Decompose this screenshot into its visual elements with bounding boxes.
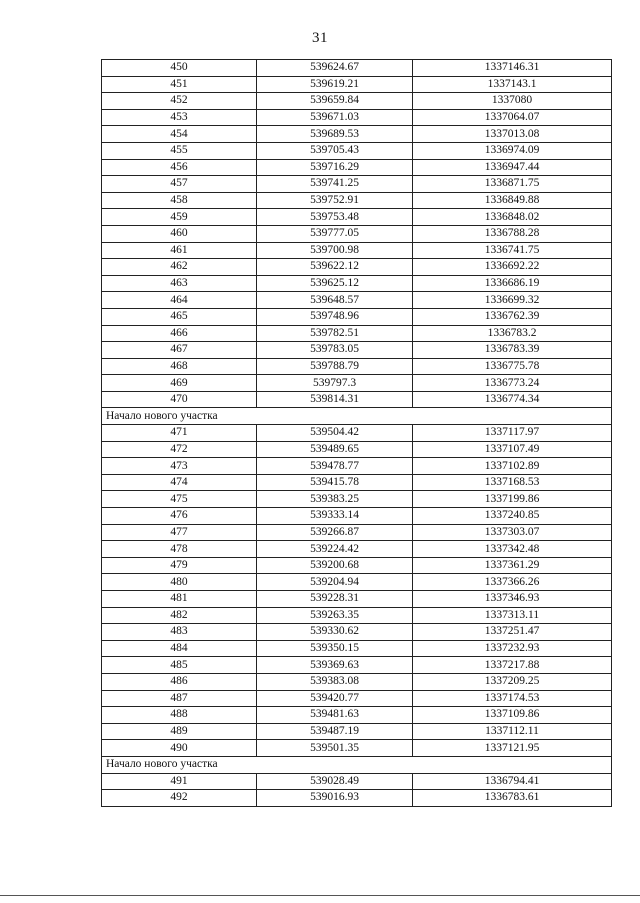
y-coordinate-cell: 1337366.26: [413, 574, 612, 591]
table-row: [102, 458, 612, 475]
table-row: [102, 541, 612, 558]
y-coordinate-cell: 1337342.48: [413, 541, 612, 558]
point-number-cell: 470: [102, 391, 257, 408]
table-row: [102, 723, 612, 740]
table-row: [102, 491, 612, 508]
point-number-cell: 479: [102, 557, 257, 574]
x-coordinate-cell: 539700.98: [257, 242, 413, 259]
point-number-cell: 451: [102, 76, 257, 93]
section-label: Начало нового участка: [102, 408, 612, 425]
y-coordinate-cell: 1336794.41: [413, 773, 612, 790]
point-number-cell: 464: [102, 292, 257, 309]
table-row: [102, 574, 612, 591]
y-coordinate-cell: 1336947.44: [413, 159, 612, 176]
table-row: [102, 176, 612, 193]
x-coordinate-cell: 539481.63: [257, 707, 413, 724]
point-number-cell: 466: [102, 325, 257, 342]
x-coordinate-cell: 539200.68: [257, 557, 413, 574]
table-row: [102, 591, 612, 608]
x-coordinate-cell: 539330.62: [257, 624, 413, 641]
y-coordinate-cell: 1336775.78: [413, 358, 612, 375]
y-coordinate-cell: 1336849.88: [413, 192, 612, 209]
y-coordinate-cell: 1337143.1: [413, 76, 612, 93]
y-coordinate-cell: 1336848.02: [413, 209, 612, 226]
y-coordinate-cell: 1337251.47: [413, 624, 612, 641]
x-coordinate-cell: 539648.57: [257, 292, 413, 309]
point-number-cell: 453: [102, 109, 257, 126]
y-coordinate-cell: 1337121.95: [413, 740, 612, 757]
x-coordinate-cell: 539619.21: [257, 76, 413, 93]
y-coordinate-cell: 1336788.28: [413, 225, 612, 242]
table-row: [102, 607, 612, 624]
table-row: [102, 391, 612, 408]
x-coordinate-cell: 539487.19: [257, 723, 413, 740]
x-coordinate-cell: 539415.78: [257, 474, 413, 491]
table-row: [102, 425, 612, 442]
y-coordinate-cell: 1336774.34: [413, 391, 612, 408]
x-coordinate-cell: 539659.84: [257, 93, 413, 110]
table-row: [102, 209, 612, 226]
y-coordinate-cell: 1337102.89: [413, 458, 612, 475]
table-row: [102, 93, 612, 110]
table-row: [102, 657, 612, 674]
table-row: [102, 474, 612, 491]
y-coordinate-cell: 1336692.22: [413, 259, 612, 276]
section-label: Начало нового участка: [102, 756, 612, 773]
point-number-cell: 473: [102, 458, 257, 475]
coordinates-table-body: [102, 60, 612, 807]
y-coordinate-cell: 1337303.07: [413, 524, 612, 541]
bottom-divider: [0, 895, 640, 896]
y-coordinate-cell: 1337174.53: [413, 690, 612, 707]
point-number-cell: 469: [102, 375, 257, 392]
y-coordinate-cell: 1337240.85: [413, 508, 612, 525]
x-coordinate-cell: 539716.29: [257, 159, 413, 176]
table-row: [102, 192, 612, 209]
x-coordinate-cell: 539028.49: [257, 773, 413, 790]
x-coordinate-cell: 539753.48: [257, 209, 413, 226]
point-number-cell: 485: [102, 657, 257, 674]
x-coordinate-cell: 539748.96: [257, 308, 413, 325]
point-number-cell: 490: [102, 740, 257, 757]
point-number-cell: 471: [102, 425, 257, 442]
x-coordinate-cell: 539501.35: [257, 740, 413, 757]
point-number-cell: 465: [102, 308, 257, 325]
table-row: [102, 673, 612, 690]
point-number-cell: 459: [102, 209, 257, 226]
y-coordinate-cell: 1337064.07: [413, 109, 612, 126]
point-number-cell: 455: [102, 142, 257, 159]
table-row: [102, 524, 612, 541]
y-coordinate-cell: 1336762.39: [413, 308, 612, 325]
y-coordinate-cell: 1336783.39: [413, 342, 612, 359]
point-number-cell: 474: [102, 474, 257, 491]
y-coordinate-cell: 1336783.2: [413, 325, 612, 342]
y-coordinate-cell: 1337209.25: [413, 673, 612, 690]
x-coordinate-cell: 539752.91: [257, 192, 413, 209]
point-number-cell: 481: [102, 591, 257, 608]
x-coordinate-cell: 539266.87: [257, 524, 413, 541]
y-coordinate-cell: 1337346.93: [413, 591, 612, 608]
table-row: [102, 76, 612, 93]
table-row: [102, 358, 612, 375]
x-coordinate-cell: 539689.53: [257, 126, 413, 143]
table-row: [102, 441, 612, 458]
table-row: [102, 325, 612, 342]
x-coordinate-cell: 539204.94: [257, 574, 413, 591]
table-row: [102, 308, 612, 325]
y-coordinate-cell: 1337217.88: [413, 657, 612, 674]
point-number-cell: 476: [102, 508, 257, 525]
x-coordinate-cell: 539350.15: [257, 640, 413, 657]
point-number-cell: 460: [102, 225, 257, 242]
y-coordinate-cell: 1337361.29: [413, 557, 612, 574]
x-coordinate-cell: 539783.05: [257, 342, 413, 359]
y-coordinate-cell: 1336773.24: [413, 375, 612, 392]
table-row: [102, 60, 612, 77]
x-coordinate-cell: 539383.25: [257, 491, 413, 508]
x-coordinate-cell: 539624.67: [257, 60, 413, 77]
table-row: [102, 142, 612, 159]
point-number-cell: 487: [102, 690, 257, 707]
y-coordinate-cell: 1336783.61: [413, 790, 612, 807]
point-number-cell: 456: [102, 159, 257, 176]
table-row: [102, 275, 612, 292]
x-coordinate-cell: 539224.42: [257, 541, 413, 558]
section-row: [102, 756, 612, 773]
y-coordinate-cell: 1337107.49: [413, 441, 612, 458]
x-coordinate-cell: 539016.93: [257, 790, 413, 807]
table-row: [102, 342, 612, 359]
point-number-cell: 486: [102, 673, 257, 690]
x-coordinate-cell: 539504.42: [257, 425, 413, 442]
table-row: [102, 292, 612, 309]
y-coordinate-cell: 1337013.08: [413, 126, 612, 143]
point-number-cell: 457: [102, 176, 257, 193]
point-number-cell: 492: [102, 790, 257, 807]
x-coordinate-cell: 539263.35: [257, 607, 413, 624]
x-coordinate-cell: 539814.31: [257, 391, 413, 408]
point-number-cell: 483: [102, 624, 257, 641]
point-number-cell: 475: [102, 491, 257, 508]
y-coordinate-cell: 1337117.97: [413, 425, 612, 442]
table-row: [102, 375, 612, 392]
table-row: [102, 109, 612, 126]
table-row: [102, 242, 612, 259]
y-coordinate-cell: 1336686.19: [413, 275, 612, 292]
point-number-cell: 467: [102, 342, 257, 359]
y-coordinate-cell: 1337199.86: [413, 491, 612, 508]
table-row: [102, 690, 612, 707]
x-coordinate-cell: 539228.31: [257, 591, 413, 608]
x-coordinate-cell: 539420.77: [257, 690, 413, 707]
table-row: [102, 773, 612, 790]
table-row: [102, 740, 612, 757]
x-coordinate-cell: 539777.05: [257, 225, 413, 242]
y-coordinate-cell: 1337109.86: [413, 707, 612, 724]
x-coordinate-cell: 539333.14: [257, 508, 413, 525]
point-number-cell: 468: [102, 358, 257, 375]
point-number-cell: 491: [102, 773, 257, 790]
x-coordinate-cell: 539622.12: [257, 259, 413, 276]
y-coordinate-cell: 1336699.32: [413, 292, 612, 309]
x-coordinate-cell: 539625.12: [257, 275, 413, 292]
point-number-cell: 461: [102, 242, 257, 259]
y-coordinate-cell: 1336741.75: [413, 242, 612, 259]
point-number-cell: 480: [102, 574, 257, 591]
point-number-cell: 472: [102, 441, 257, 458]
section-row: [102, 408, 612, 425]
point-number-cell: 482: [102, 607, 257, 624]
point-number-cell: 484: [102, 640, 257, 657]
x-coordinate-cell: 539705.43: [257, 142, 413, 159]
table-row: [102, 225, 612, 242]
x-coordinate-cell: 539788.79: [257, 358, 413, 375]
y-coordinate-cell: 1336871.75: [413, 176, 612, 193]
point-number-cell: 477: [102, 524, 257, 541]
table-row: [102, 259, 612, 276]
point-number-cell: 478: [102, 541, 257, 558]
coordinates-table: [101, 59, 612, 807]
point-number-cell: 463: [102, 275, 257, 292]
x-coordinate-cell: 539383.08: [257, 673, 413, 690]
table-row: [102, 126, 612, 143]
point-number-cell: 488: [102, 707, 257, 724]
point-number-cell: 458: [102, 192, 257, 209]
table-row: [102, 508, 612, 525]
point-number-cell: 452: [102, 93, 257, 110]
y-coordinate-cell: 1337168.53: [413, 474, 612, 491]
y-coordinate-cell: 1337232.93: [413, 640, 612, 657]
table-row: [102, 707, 612, 724]
y-coordinate-cell: 1337080: [413, 93, 612, 110]
y-coordinate-cell: 1337112.11: [413, 723, 612, 740]
x-coordinate-cell: 539478.77: [257, 458, 413, 475]
table-row: [102, 624, 612, 641]
point-number-cell: 454: [102, 126, 257, 143]
point-number-cell: 462: [102, 259, 257, 276]
x-coordinate-cell: 539671.03: [257, 109, 413, 126]
y-coordinate-cell: 1336974.09: [413, 142, 612, 159]
x-coordinate-cell: 539741.25: [257, 176, 413, 193]
table-row: [102, 790, 612, 807]
table-row: [102, 557, 612, 574]
y-coordinate-cell: 1337313.11: [413, 607, 612, 624]
point-number-cell: 489: [102, 723, 257, 740]
y-coordinate-cell: 1337146.31: [413, 60, 612, 77]
point-number-cell: 450: [102, 60, 257, 77]
x-coordinate-cell: 539797.3: [257, 375, 413, 392]
x-coordinate-cell: 539489.65: [257, 441, 413, 458]
x-coordinate-cell: 539369.63: [257, 657, 413, 674]
table-row: [102, 159, 612, 176]
page-number: 31: [312, 30, 328, 46]
table-row: [102, 640, 612, 657]
x-coordinate-cell: 539782.51: [257, 325, 413, 342]
